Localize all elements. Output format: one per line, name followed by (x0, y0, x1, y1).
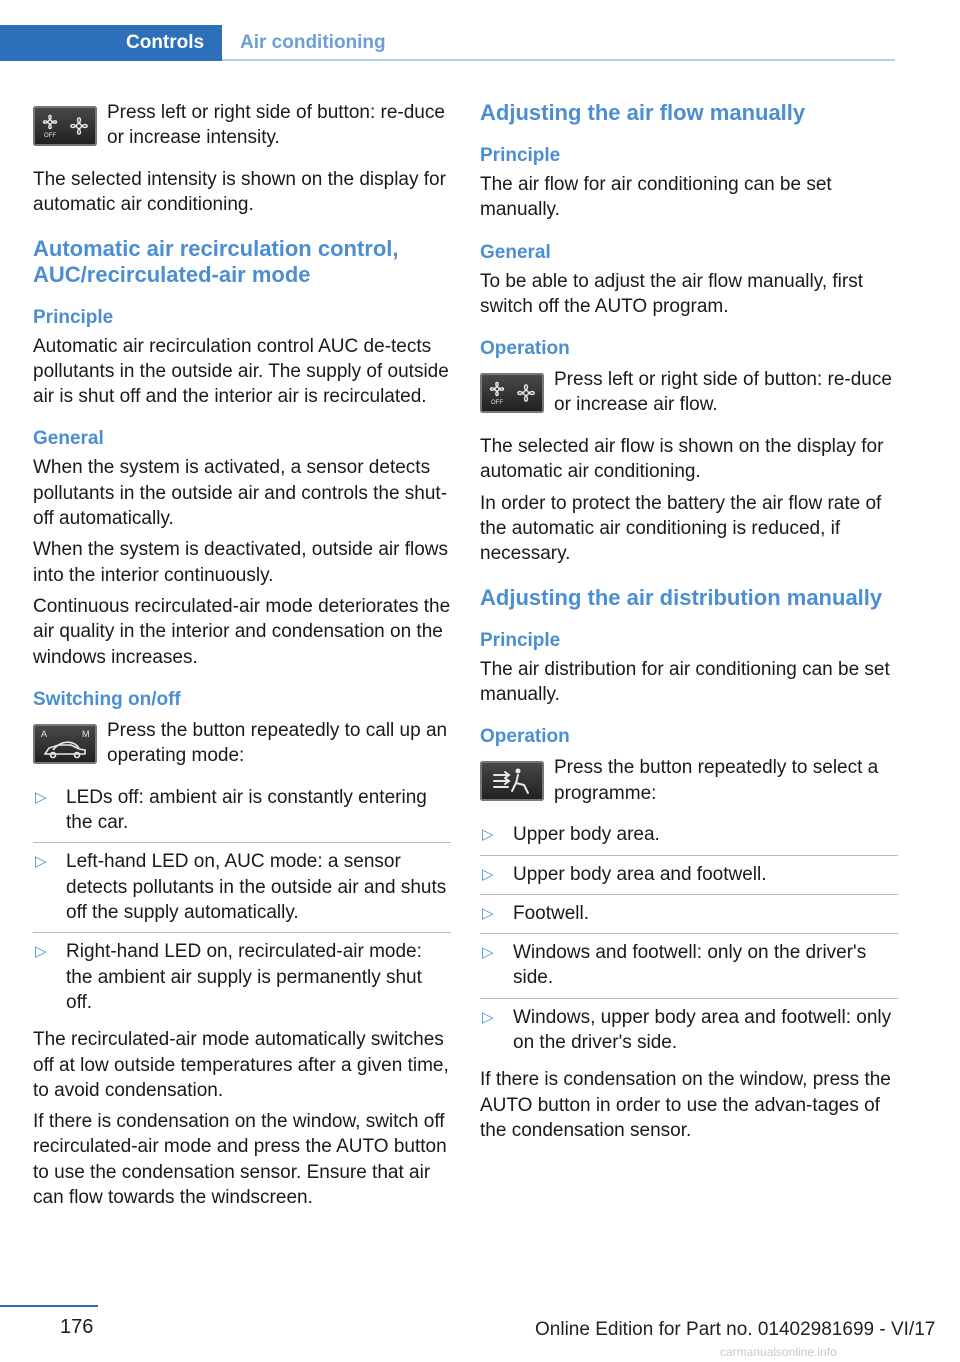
recirculation-auto-off-text: The recirculated-air mode automatically switches off at low outside temperatures after a given time, to avoid condensation. (33, 1029, 449, 1101)
list-item: ▷ Upper body area. (480, 822, 898, 855)
header-divider (222, 59, 895, 61)
airflow-button-row (480, 367, 898, 422)
distribution-operation-heading: Operation (480, 726, 570, 748)
switching-heading: Switching on/off (33, 688, 181, 710)
airflow-principle-heading: Principle (480, 145, 561, 166)
airflow-operation-heading: Operation (480, 338, 570, 360)
svg-text:M: M (82, 728, 90, 739)
page-number: 176 (60, 1316, 94, 1338)
air-distribution-button-icon (480, 761, 544, 801)
triangle-bullet-icon: ▷ (482, 944, 494, 962)
list-item: ▷ Right-hand LED on, recirculated-air mode: the ambient air supply is permanently shut off. (35, 941, 422, 1013)
intensity-button-row (33, 100, 451, 155)
recirculation-button-row (33, 718, 451, 773)
triangle-bullet-icon: ▷ (35, 853, 47, 871)
distribution-principle-text: The air distribution for air conditioning can be set manually. (480, 658, 890, 705)
distribution-principle-heading: Principle (480, 629, 561, 651)
list-item: ▷ Upper body area and footwell. (480, 862, 898, 895)
airflow-general-text: To be able to adjust the air flow manually, first switch off the AUTO program. (480, 270, 864, 317)
switching-instruction: Press the button repeatedly to call up an operating mode: (107, 719, 448, 767)
intensity-display-text: The selected intensity is shown on the display for automatic air conditioning. (33, 169, 446, 216)
programmes-list (480, 822, 898, 1061)
list-item: ▷ Windows and footwell: only on the driver's side. (480, 940, 898, 999)
triangle-bullet-icon: ▷ (35, 943, 47, 961)
auc-general-text-2: When the system is deactivated, outside air flows into the interior continuously. (33, 539, 449, 586)
airflow-principle-text: The air flow for air conditioning can be set manually. (480, 174, 832, 221)
fan-airflow-button-icon (480, 373, 544, 413)
right-column (480, 100, 898, 1149)
airflow-instruction: Press left or right side of button: re‐duce or increase air flow. (554, 369, 892, 416)
distribution-heading: Adjusting the air distribution manually (480, 584, 883, 610)
fan-intensity-button-icon (33, 106, 97, 146)
svg-text:OFF: OFF (44, 133, 56, 139)
triangle-bullet-icon: ▷ (482, 826, 494, 844)
recirculation-button-icon (33, 724, 97, 764)
auto-condensation-text: If there is condensation on the window, press the AUTO button in order to use the advan‐tages of the condensation sensor. (480, 1069, 891, 1141)
svg-text:A: A (41, 728, 48, 739)
svg-text:OFF: OFF (491, 400, 503, 407)
battery-protection-text: In order to protect the battery the air flow rate of the automatic air conditioning is reduced, if necessary. (480, 492, 882, 565)
auc-general-text-3: Continuous recirculated-air mode deteriorates the air quality in the interior and condensation on the windows increases. (33, 595, 451, 668)
triangle-bullet-icon: ▷ (482, 865, 494, 883)
triangle-bullet-icon: ▷ (35, 788, 47, 806)
list-item: ▷ Left-hand LED on, AUC mode: a sensor detects pollutants in the outside air and shuts off the supply automatically. (33, 849, 451, 933)
list-item: ▷ Windows, upper body area and footwell: only on the driver's side. (482, 1006, 892, 1054)
airflow-heading: Adjusting the air flow manually (480, 100, 806, 125)
footer-divider (0, 1305, 98, 1307)
distribution-button-row (480, 755, 898, 810)
intensity-instruction: Press left or right side of button: re‐duce or increase intensity. (107, 102, 445, 149)
triangle-bullet-icon: ▷ (482, 904, 494, 922)
condensation-advice-text: If there is condensation on the window, switch off recirculated-air mode and press the AUTO button to use the condensation sensor. Ensure that air can flow towards the windscreen. (33, 1111, 447, 1209)
tab-air-conditioning[interactable]: Air conditioning (240, 32, 386, 53)
triangle-bullet-icon: ▷ (482, 1008, 494, 1026)
airflow-display-text: The selected air flow is shown on the display for automatic air conditioning. (480, 436, 884, 483)
auc-general-heading: General (33, 428, 104, 450)
list-item: ▷ LEDs off: ambient air is constantly entering the car. (33, 785, 451, 844)
page-header (0, 25, 895, 61)
list-item: ▷ Footwell. (480, 901, 898, 934)
tab-controls[interactable]: Controls (0, 25, 222, 61)
airflow-general-heading: General (480, 241, 551, 263)
auc-heading: Automatic air recirculation control, AUC/recirculated-air mode (33, 235, 399, 287)
distribution-instruction: Press the button repeatedly to select a programme: (554, 757, 879, 804)
auc-principle-heading: Principle (33, 306, 114, 328)
edition-info: Online Edition for Part no. 01402981699 - VI/17 (535, 1319, 936, 1340)
auc-principle-text: Automatic air recirculation control AUC de‐tects pollutants in the outside air. The supply of outside air is shut off and the interior air is recirculated. (33, 335, 449, 408)
operating-modes-list (33, 785, 451, 1021)
left-column (33, 100, 451, 1216)
auc-general-text-1: When the system is activated, a sensor detects pollutants in the outside air and controls the shut-off automatically. (33, 457, 448, 530)
watermark: carmanualsonline.info (720, 1345, 837, 1359)
